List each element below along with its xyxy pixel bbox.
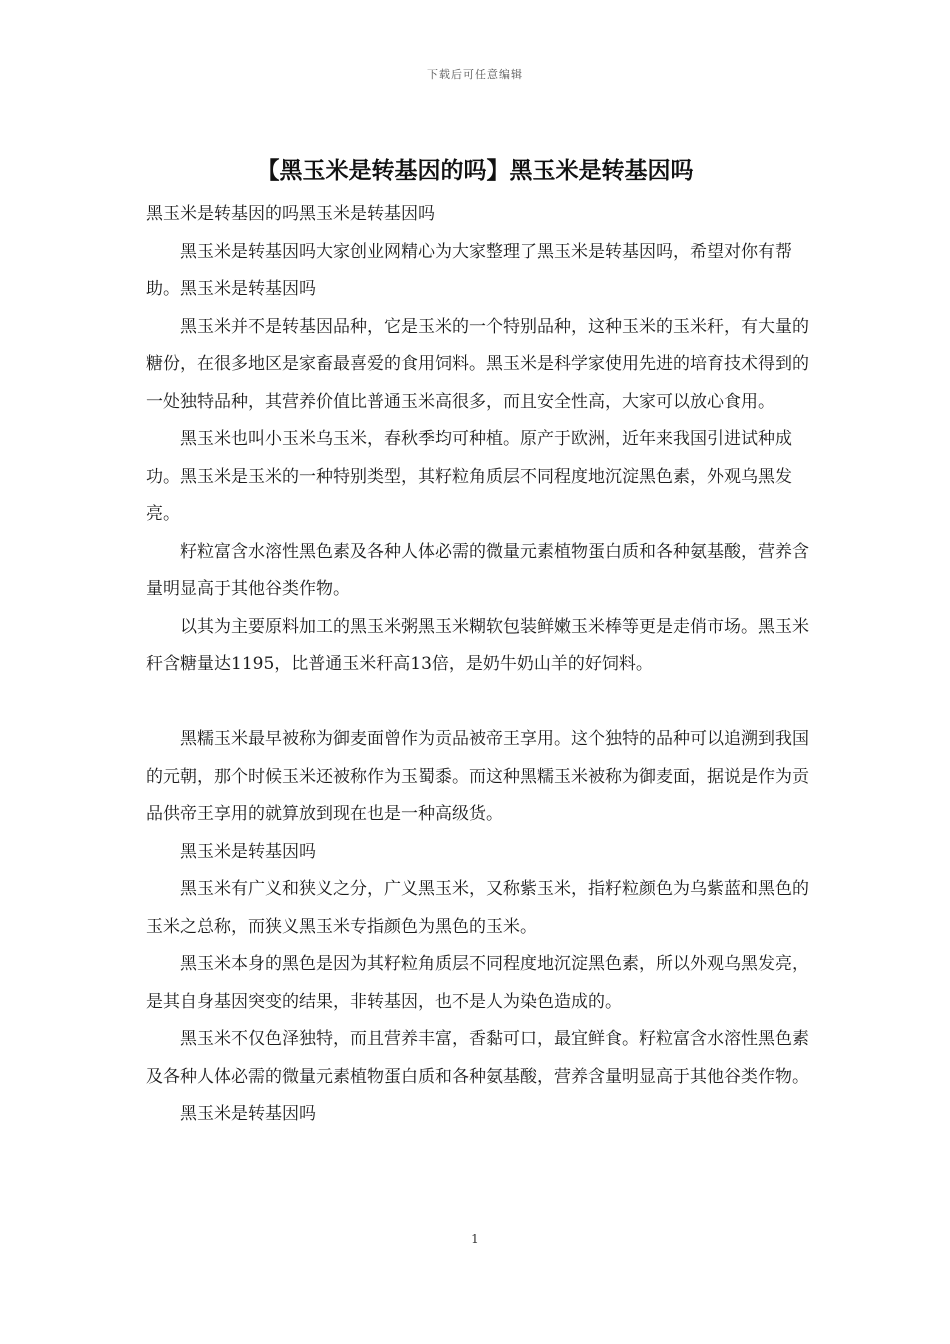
paragraph: 黑玉米是转基因吗大家创业网精心为大家整理了黑玉米是转基因吗，希望对你有帮助。黑玉米是转基因吗 <box>146 241 792 299</box>
blank-line <box>146 684 810 722</box>
document-body <box>146 196 810 1134</box>
header-note: 下载后可任意编辑 <box>427 68 523 81</box>
paragraph: 黑糯玉米最早被称为御麦面曾作为贡品被帝王享用。这个独特的品种可以追溯到我国的元朝，那个时候玉米还被称作为玉蜀黍。而这种黑糯玉米被称为御麦面，据说是作为贡品供帝王享用的就算放到现在也是一种高级货。 <box>146 729 809 824</box>
page-number: 1 <box>471 1232 479 1246</box>
paragraph: 黑玉米并不是转基因品种，它是玉米的一个特别品种，这种玉米的玉米秆，有大量的糖份，在很多地区是家畜最喜爱的食用饲料。黑玉米是科学家使用先进的培育技术得到的一处独特品种，其营养价值比普通玉米高很多，而且安全性高，大家可以放心食用。 <box>146 316 809 412</box>
document-title: 【黑玉米是转基因的吗】黑玉米是转基因吗 <box>256 158 694 184</box>
paragraph: 以其为主要原料加工的黑玉米粥黑玉米糊软包装鲜嫩玉米棒等更是走俏市场。黑玉米秆含糖量达1195，比普通玉米秆高13倍，是奶牛奶山羊的好饲料。 <box>146 616 809 674</box>
section-heading: 黑玉米是转基因吗 <box>180 1104 316 1124</box>
paragraph-subtitle: 黑玉米是转基因的吗黑玉米是转基因吗 <box>146 204 435 224</box>
paragraph: 黑玉米有广义和狭义之分，广义黑玉米，又称紫玉米，指籽粒颜色为乌紫蓝和黑色的玉米之总称，而狭义黑玉米专指颜色为黑色的玉米。 <box>146 879 809 937</box>
paragraph: 黑玉米不仅色泽独特，而且营养丰富，香黏可口，最宜鲜食。籽粒富含水溶性黑色素及各种人体必需的微量元素植物蛋白质和各种氨基酸，营养含量明显高于其他谷类作物。 <box>146 1029 809 1087</box>
paragraph: 籽粒富含水溶性黑色素及各种人体必需的微量元素植物蛋白质和各种氨基酸，营养含量明显高于其他谷类作物。 <box>146 541 809 599</box>
paragraph: 黑玉米也叫小玉米乌玉米，春秋季均可种植。原产于欧洲，近年来我国引进试种成功。黑玉米是玉米的一种特别类型，其籽粒角质层不同程度地沉淀黑色素，外观乌黑发亮。 <box>146 429 792 524</box>
section-heading: 黑玉米是转基因吗 <box>180 841 316 862</box>
paragraph: 黑玉米本身的黑色是因为其籽粒角质层不同程度地沉淀黑色素，所以外观乌黑发亮，是其自身基因突变的结果，非转基因，也不是人为染色造成的。 <box>146 954 809 1012</box>
